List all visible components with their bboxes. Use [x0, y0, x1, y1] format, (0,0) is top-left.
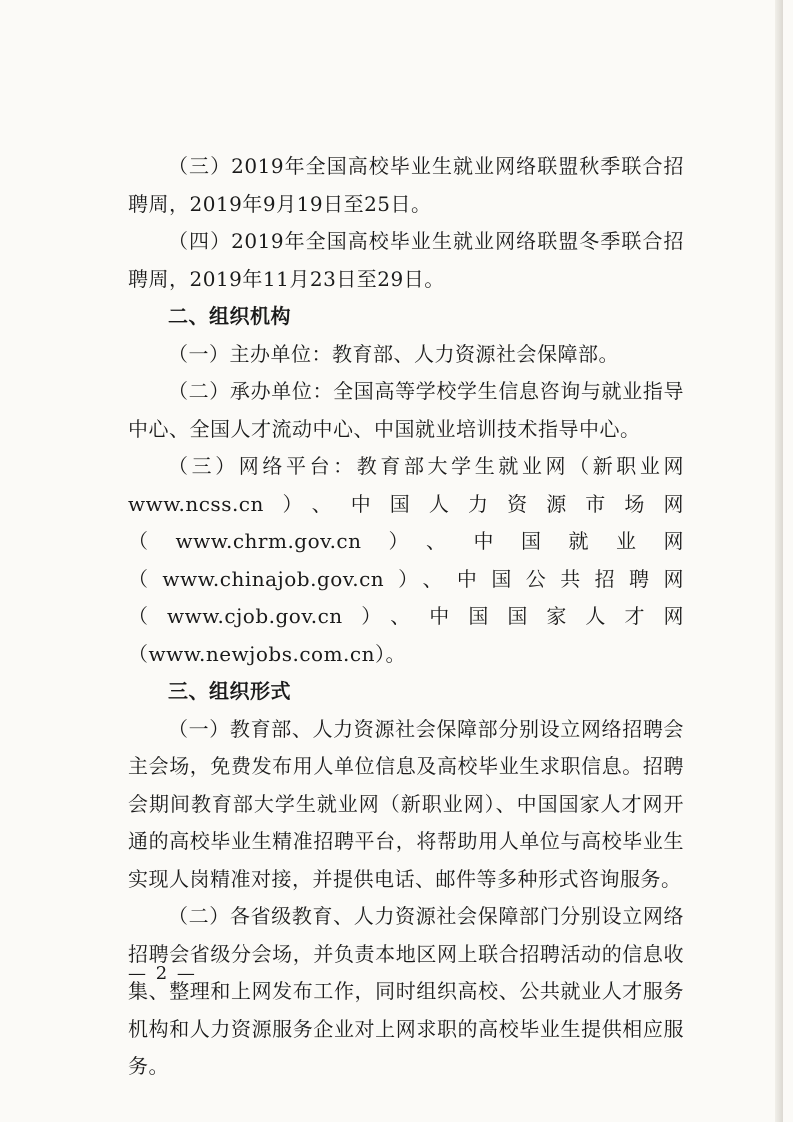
page-edge-shadow — [775, 0, 783, 1122]
paragraph-platforms: （三）网络平台：教育部大学生就业网（新职业网 www.ncss.cn）、中国人力资源市场网（www.chrm.gov.cn）、中国就业网（www.chinajob.gov.cn）、中国公共招聘网（www.cjob.gov.cn）、中国国家人才网（www.newjobs.com.cn）。 — [128, 454, 684, 666]
page-number: — 2 — — [128, 963, 197, 984]
section-heading-format: 三、组织形式 — [168, 679, 291, 703]
paragraph-provincial-venue: （二）各省级教育、人力资源社会保障部门分别设立网络招聘会省级分会场，并负责本地区网上联合招聘活动的信息收集、整理和上网发布工作，同时组织高校、公共就业人才服务机构和人力资源服务企业对上网求职的高校毕业生提供相应服务。 — [128, 904, 684, 1078]
paragraph-main-venue: （一）教育部、人力资源社会保障部分别设立网络招聘会主会场，免费发布用人单位信息及高校毕业生求职信息。招聘会期间教育部大学生就业网（新职业网）、中国国家人才网开通的高校毕业生精准招聘平台，将帮助用人单位与高校毕业生实现人岗精准对接，并提供电话、邮件等多种形式咨询服务。 — [128, 716, 684, 891]
paragraph-organizer: （二）承办单位：全国高等学校学生信息咨询与就业指导中心、全国人才流动中心、中国就业培训技术指导中心。 — [128, 379, 684, 441]
paragraph-host: （一）主办单位：教育部、人力资源社会保障部。 — [168, 341, 619, 366]
document-body — [128, 148, 684, 1086]
paragraph-winter-week: （四）2019年全国高校毕业生就业网络联盟冬季联合招聘周，2019年11月23日至29日。 — [128, 229, 684, 291]
section-heading-organization: 二、组织机构 — [168, 304, 291, 328]
paragraph-autumn-week: （三）2019年全国高校毕业生就业网络联盟秋季联合招聘周，2019年9月19日至25日。 — [128, 154, 684, 216]
